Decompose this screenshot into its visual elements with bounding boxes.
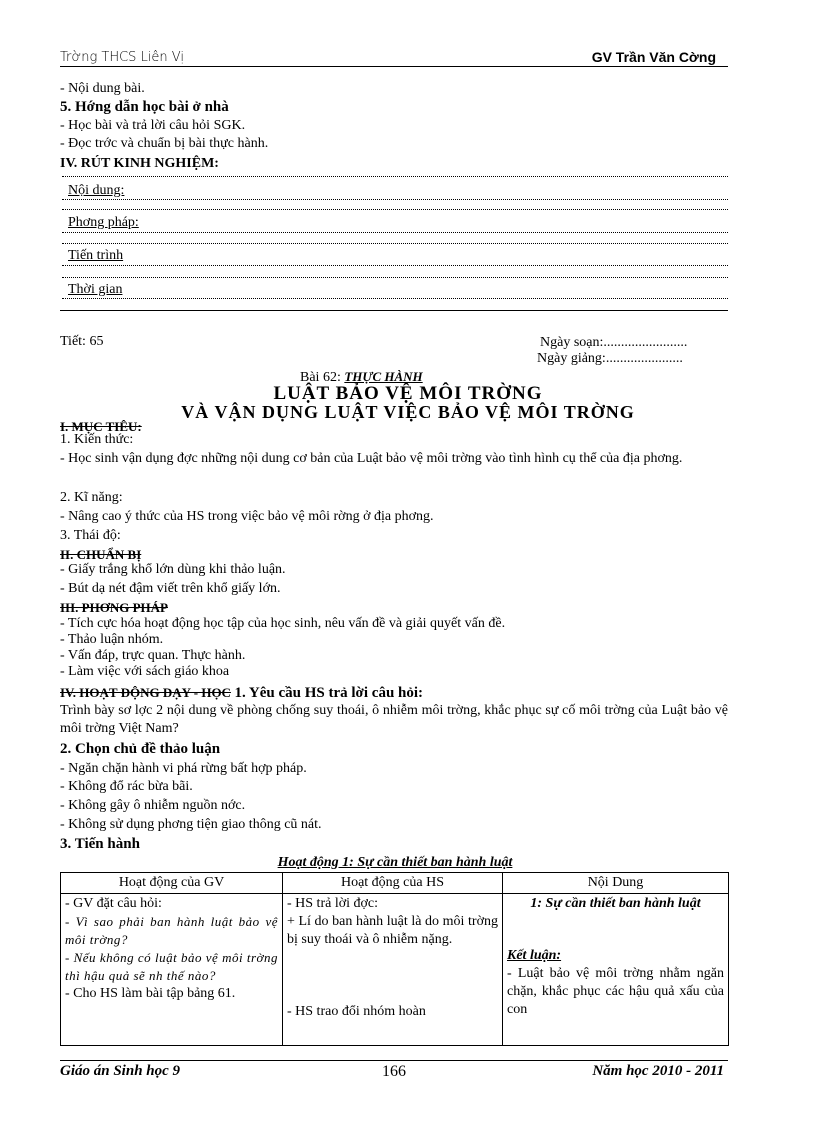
footer-right: Năm học 2010 - 2011 [592, 1063, 724, 1079]
experience-item: Tiến trình [68, 248, 124, 263]
conclusion-label: Kết luận: [507, 948, 562, 963]
column-header: Hoạt động của HS [283, 873, 503, 894]
homework-item: - Học bài và trả lời câu hỏi SGK. [60, 118, 246, 133]
experience-item: Nội dung: [68, 183, 125, 198]
methods-item: - Làm việc với sách giáo khoa [60, 664, 230, 679]
dotted-rule [62, 298, 728, 299]
dotted-rule [62, 199, 728, 200]
activities-heading-row [60, 684, 423, 703]
table-row [61, 894, 729, 1046]
homework-item: - Đọc trớc và chuẩn bị bài thực hành. [60, 136, 269, 151]
dotted-rule [62, 277, 728, 278]
methods-item: - Thảo luận nhóm. [60, 632, 164, 647]
gv-question: - Vì sao phải ban hành luật bảo vệ môi trờng? [65, 914, 278, 947]
activity-table [60, 872, 729, 1046]
step2-item: - Không đổ rác bừa bãi. [60, 779, 193, 794]
attitude-label: 3. Thái độ: [60, 528, 121, 543]
lesson-title-line1: LUẬT BẢO VỆ MÔI TRỜNG [273, 383, 543, 404]
dotted-rule [62, 265, 728, 266]
content-title: 1: Sự cần thiết ban hành luật [530, 896, 701, 911]
step2-item: - Ngăn chặn hành vi phá rừng bất hợp pháp. [60, 761, 307, 776]
methods-item: - Vấn đáp, trực quan. Thực hành. [60, 648, 246, 663]
dotted-rule [62, 232, 728, 233]
column-header: Nội Dung [503, 873, 729, 894]
step3-heading: 3. Tiến hành [60, 836, 140, 852]
knowledge-text: - Học sinh vận dụng đợc những nội dung cơ bản của Luật bảo vệ môi trờng vào tình hình cụ thể của địa phơng. [60, 451, 683, 466]
preparation-item: - Giấy trắng khổ lớn dùng khi thảo luận. [60, 562, 286, 577]
objectives-heading: I. MỤC TIÊU: [60, 419, 142, 434]
header-teacher: GV Trần Văn Cờng [591, 49, 716, 65]
skills-text: - Nâng cao ý thức của HS trong việc bảo vệ môi rờng ở địa phơng. [60, 509, 434, 524]
content-cell [503, 894, 729, 1046]
experience-heading: IV. RÚT KINH NGHIỆM: [60, 156, 219, 171]
column-header: Hoạt động của GV [61, 873, 283, 894]
experience-item: Phơng pháp: [68, 215, 139, 230]
preparation-heading: II. CHUẨN BỊ [60, 547, 142, 562]
step2-heading: 2. Chọn chủ đề thảo luận [60, 741, 221, 757]
activities-heading: IV. HOẠT ĐỘNG DẠY - HỌC [60, 685, 231, 700]
section-rule [60, 310, 728, 311]
prep-date: Ngày soạn:........................ [540, 335, 688, 350]
hs-answer: - HS trả lời đợc: [287, 896, 379, 911]
gv-question: - Nếu không có luật bảo vệ môi trờng thì hậu quả sẽ nh thế nào? [65, 950, 278, 983]
step2-item: - Không gây ô nhiễm nguồn nớc. [60, 798, 246, 813]
methods-heading: III. PHƠNG PHÁP [60, 600, 168, 615]
gv-cell [61, 894, 283, 1046]
experience-item: Thời gian [68, 282, 123, 297]
period-label: Tiết: 65 [60, 334, 104, 349]
hs-reason: + Lí do ban hành luật là do môi trờng bị suy thoái và ô nhiễm nặng. [287, 914, 498, 947]
teach-date: Ngày giảng:...................... [537, 351, 683, 366]
preparation-item: - Bút dạ nét đậm viết trên khổ giấy lớn. [60, 581, 281, 596]
dotted-rule [62, 243, 728, 244]
knowledge-label: 1. Kiến thức: [60, 432, 134, 447]
methods-item: - Tích cực hóa hoạt động học tập của học sinh, nêu vấn đề và giải quyết vấn đề. [60, 616, 506, 631]
step1-heading: 1. Yêu cầu HS trả lời câu hỏi: [234, 685, 424, 701]
lesson-number-label: Bài 62: [300, 370, 341, 385]
table-header-row [61, 873, 729, 894]
dotted-rule [62, 209, 728, 210]
table-caption: Hoạt động 1: Sự cần thiết ban hành luật [277, 855, 513, 870]
gv-task: - Cho HS làm bài tập bảng 61. [65, 986, 236, 1001]
footer-left: Giáo án Sinh học 9 [60, 1063, 181, 1079]
hs-cell [283, 894, 503, 1046]
hs-group: - HS trao đổi nhóm hoàn [287, 1004, 426, 1019]
homework-heading: 5. Hớng dẫn học bài ở nhà [60, 99, 229, 115]
header-rule [60, 66, 728, 67]
lesson-title-line2: VÀ VẬN DỤNG LUẬT VIỆC BẢO VỆ MÔI TRỜNG [181, 402, 635, 422]
step1-text: Trình bày sơ lợc 2 nội dung về phòng chống suy thoái, ô nhiễm môi trờng, khắc phục sự cố môi trờng của Luật bảo vệ môi trờng Việt Nam? [60, 703, 728, 736]
footer-page-number: 166 [382, 1063, 406, 1080]
footer-rule [60, 1060, 728, 1061]
step2-item: - Không sử dụng phơng tiện giao thông cũ nát. [60, 817, 322, 832]
header-school: Trờng THCS Liên Vị [60, 50, 185, 65]
gv-intro: - GV đặt câu hỏi: [65, 896, 162, 911]
practice-label: THỰC HÀNH [344, 369, 423, 384]
conclusion-text: - Luật bảo vệ môi trờng nhằm ngăn chặn, khắc phục các hậu quả xấu của con [507, 966, 724, 1017]
dotted-rule [62, 176, 728, 177]
skills-label: 2. Kĩ năng: [60, 490, 123, 505]
content-line: - Nội dung bài. [60, 81, 145, 96]
